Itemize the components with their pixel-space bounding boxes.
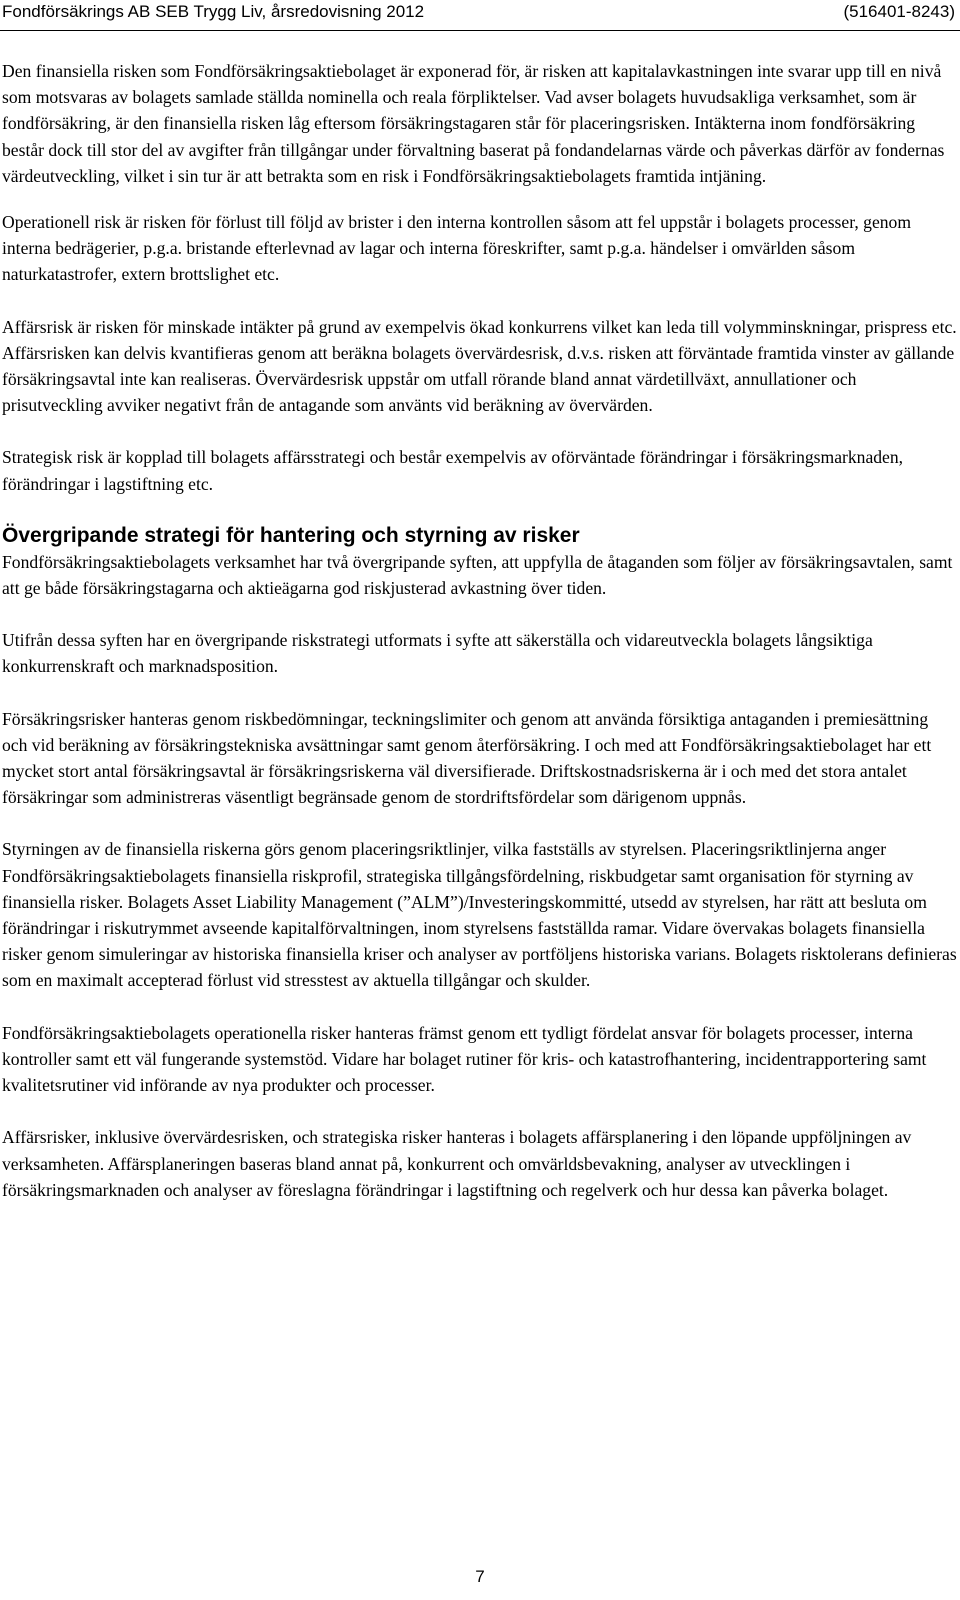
paragraph-business-strategic-risk-management: Affärsrisker, inklusive övervärdesrisken, och strategiska risker hanteras i bolagets affärsplanering i den löpande uppföljningen av verksamheten. Affärsplaneringen baseras bland annat på, konkurrent och omvärldsbevakning, analyser av utvecklingen i försäkringsmarknaden och analyser av föreslagna förändringar i lagstiftning och regelverk och hur dessa kan påverka bolaget. [2, 1127, 912, 1200]
paragraph-financial-risk: Den finansiella risken som Fondförsäkringsaktiebolaget är exponerad för, är risken att kapitalavkastningen inte svarar upp till en nivå som motsvaras av bolagets samlade ställda nominella och reala förpliktelser. Vad avser bolagets huvudsakliga verksamhet, som är fondförsäkring, är den finansiella risken låg eftersom försäkringstagaren står för placeringsrisken. Intäkterna inom fondförsäkring består dock till stor del av avgifter från tillgångar under förvaltning baserat på fondandelarnas värde och påverkas därför av fondernas värdeutveckling, vilket i sin tur är att betrakta som en risk i Fondförsäkringsaktiebolagets framtida intjäning. [2, 61, 945, 186]
paragraph-business-risk: Affärsrisk är risken för minskade intäkter på grund av exempelvis ökad konkurrens vilket kan leda till volymminskningar, prispress etc. Affärsrisken kan delvis kvantifieras genom att beräkna bolagets övervärdesrisk, d.v.s. risken att förväntade framtida vinster av gällande försäkringsavtal inte kan realiseras. Övervärdesrisk uppstår om utfall rörande bland annat värdetillväxt, annullationer och prisutveckling avviker negativt från de antagande som använts vid beräkning av övervärden. [2, 316, 957, 416]
paragraph-operational-risk-management: Fondförsäkringsaktiebolagets operationella risker hanteras främst genom ett tydligt fördelat ansvar för bolagets processer, interna kontroller samt ett väl fungerande systemstöd. Vidare har bolaget rutiner för kris- och katastrofhantering, incidentrapportering samt kvalitetsrutiner vid införande av nya produkter och processer. [2, 1022, 927, 1096]
paragraph-risk-strategy: Utifrån dessa syften har en övergripande riskstrategi utformats i syfte att säkerställa och vidareutveckla bolagets långsiktiga konkurrenskraft och marknadsposition. [2, 630, 873, 677]
header-divider [0, 30, 960, 31]
page-number-container [0, 1567, 960, 1587]
document-body [2, 58, 957, 1229]
paragraph-strategic-risk: Strategisk risk är kopplad till bolagets affärsstrategi och består exempelvis av oförväntade förändringar i försäkringsmarknaden, förändringar i lagstiftning etc. [2, 447, 904, 494]
paragraph-insurance-risks: Försäkringsrisker hanteras genom riskbedömningar, teckningslimiter och genom att använda försiktiga antaganden i premiesättning och vid beräkning av försäkringstekniska avsättningar samt genom återförsäkring. I och med att Fondförsäkringsaktiebolaget har ett mycket stort antal försäkringsavtal är försäkringsriskerna väl diversifierade. Driftskostnadsriskerna är i och med det stora antalet försäkringar som administreras väsentligt begränsade genom de stordriftsfördelar som därigenom uppnås. [2, 708, 932, 808]
paragraph-financial-risk-management: Styrningen av de finansiella riskerna görs genom placeringsriktlinjer, vilka fastställs av styrelsen. Placeringsriktlinjerna anger Fondförsäkringsaktiebolagets finansiella riskprofil, strategiska tillgångsfördelning, riskbudgetar samt organisation för styrning av finansiella risker. Bolagets Asset Liability Management (”ALM”)/Investeringskommitté, utsedd av styrelsen, har rätt att besluta om förändringar i riskutrymmet avseende kapitalförvaltningen, inom styrelsens fastställda ramar. Vidare övervakas bolagets finansiella risker genom simuleringar av historiska finansiella kriser och analyser av portföljens historiska varians. Bolagets risktolerans definieras som en maximalt accepterad förlust vid stresstest av aktuella tillgångar och skulder. [2, 839, 957, 991]
paragraph-purposes: Fondförsäkringsaktiebolagets verksamhet har två övergripande syften, att uppfylla de åtaganden som följer av försäkringsavtalen, samt att ge både försäkringstagarna och aktieägarna god riskjusterad avkastning över tiden. [2, 551, 953, 599]
document-title: Fondförsäkrings AB SEB Trygg Liv, årsredovisning 2012 [2, 2, 425, 21]
paragraph-operational-risk: Operationell risk är risken för förlust till följd av brister i den interna kontrollen såsom att fel uppstår i bolagets processer, genom interna bedrägerier, p.g.a. bristande efterlevnad av lagar och interna föreskrifter, samt p.g.a. händelser i omvärlden såsom naturkatastrofer, extern brottslighet etc. [2, 212, 912, 285]
page-number: 7 [475, 1567, 485, 1586]
organization-number: (516401-8243) [843, 2, 955, 21]
section-heading: Övergripande strategi för hantering och styrning av risker [2, 523, 580, 547]
page-header [0, 0, 960, 32]
